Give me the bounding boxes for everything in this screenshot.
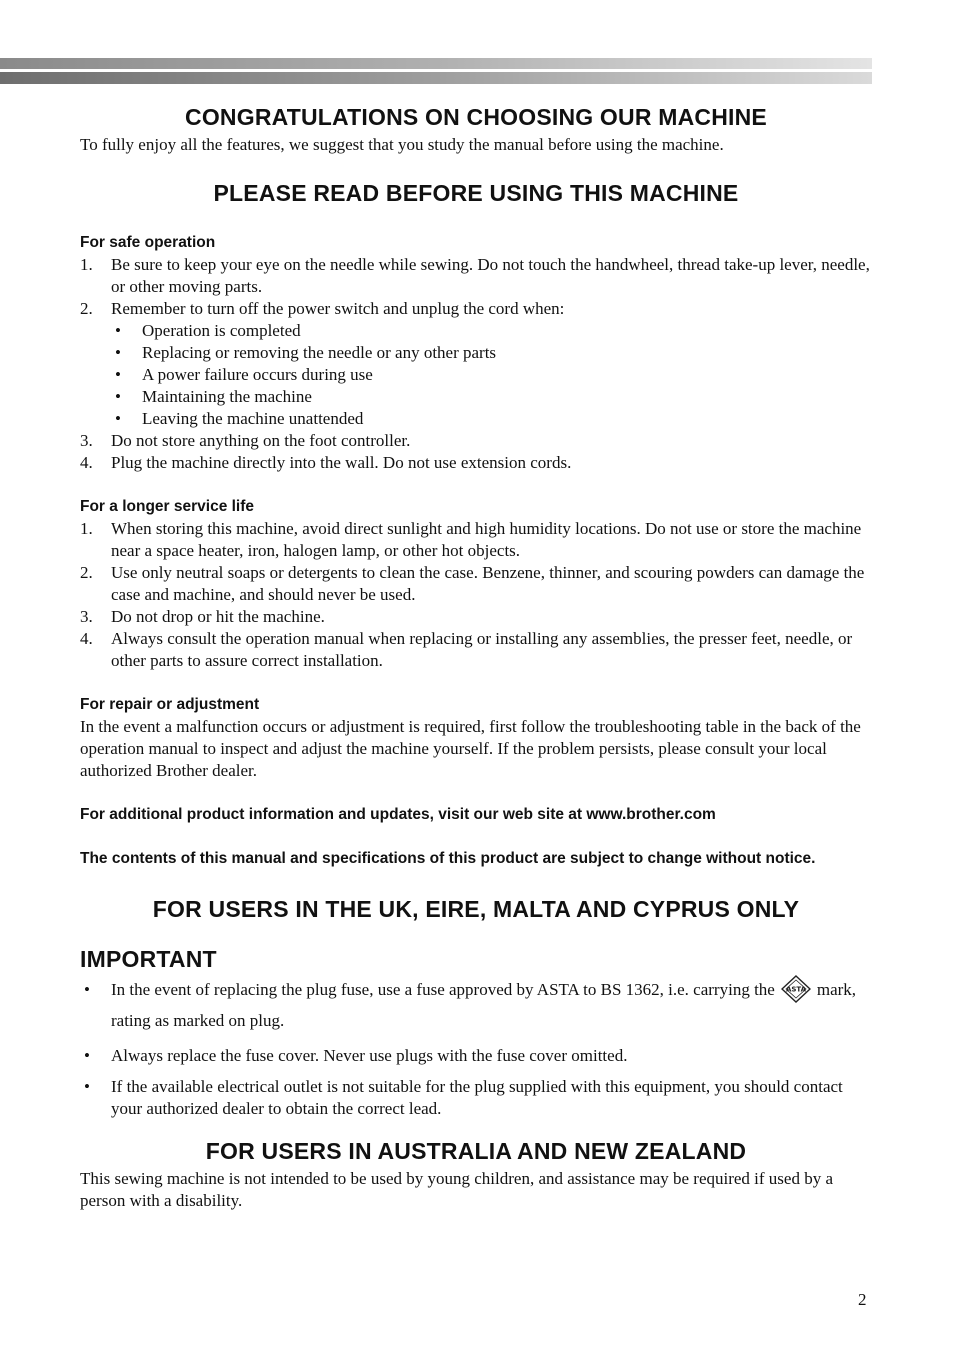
header-band-stripe-top — [0, 58, 872, 69]
website-notice: For additional product information and updates, visit our web site at www.brother.com — [80, 806, 716, 823]
congrats-title: CONGRATULATIONS ON CHOOSING OUR MACHINE — [185, 104, 767, 130]
header-band-stripe-bottom — [0, 72, 872, 84]
list-item: 1. Be sure to keep your eye on the needle while sewing. Do not touch the handwheel, thread take-up lever, needle, or other moving parts. — [80, 255, 870, 296]
list-item: • Maintaining the machine — [115, 387, 312, 406]
australia-title: FOR USERS IN AUSTRALIA AND NEW ZEALAND — [205, 1138, 747, 1165]
asta-mark-icon — [781, 975, 811, 1003]
repair-body: In the event a malfunction occurs or adjustment is required, first follow the troubleshooting table in the back of the operation manual to inspect and adjust the machine yourself. If the problem persists, please consult your local authorized Brother dealer. — [80, 717, 861, 780]
change-notice: The contents of this manual and specifications of this product are subject to change without notice. — [80, 850, 816, 867]
list-item: 2. Use only neutral soaps or detergents to clean the case. Benzene, thinner, and scouring powders can damage the case and machine, and should never be used. — [80, 563, 865, 604]
list-item: • Replacing or removing the needle or any other parts — [115, 343, 497, 362]
please-read-title: PLEASE READ BEFORE USING THIS MACHINE — [213, 180, 739, 206]
page-number: 2 — [858, 1290, 867, 1309]
longer-life-heading: For a longer service life — [80, 498, 255, 515]
important-heading: IMPORTANT — [80, 946, 217, 972]
header-gradient-band — [0, 58, 872, 85]
page-content — [80, 100, 872, 1212]
list-item: • If the available electrical outlet is not suitable for the plug supplied with this equipment, you should contact your authorized dealer to obtain the correct lead. — [84, 1077, 843, 1119]
longer-life-list — [80, 518, 872, 672]
safe-operation-heading: For safe operation — [80, 234, 216, 251]
list-item: 1. When storing this machine, avoid direct sunlight and high humidity locations. Do not use or store the machine near a space heater, iron, halogen lamp, or other hot objects. — [80, 519, 862, 560]
safe-operation-list — [80, 254, 872, 474]
list-item: • Leaving the machine unattended — [115, 409, 364, 428]
unplug-conditions-list — [111, 320, 872, 430]
list-item: • A power failure occurs during use — [115, 365, 373, 384]
list-item: • Operation is completed — [115, 321, 301, 340]
list-item: 3. Do not drop or hit the machine. — [80, 607, 325, 626]
list-item: 4. Plug the machine directly into the wall. Do not use extension cords. — [80, 453, 572, 472]
list-item: • In the event of replacing the plug fuse, use a fuse approved by ASTA to BS 1362, i.e. carrying the ASTA mark, rating as marked on plug. — [80, 974, 872, 1036]
australia-body: This sewing machine is not intended to be used by young children, and assistance may be required if used by a person with a disability. — [80, 1169, 834, 1211]
congrats-body: To fully enjoy all the features, we suggest that you study the manual before using the machine. — [80, 135, 724, 154]
list-item: 2. Remember to turn off the power switch and unplug the cord when: • Operation is completed • Replacing or removing the needle or any other parts • A power failure occurs during use • Maintaining the machine • Leaving the machine unattended — [80, 298, 872, 430]
repair-heading: For repair or adjustment — [80, 696, 260, 713]
list-item: 3. Do not store anything on the foot controller. — [80, 431, 411, 450]
uk-important-list — [80, 974, 872, 1120]
uk-title: FOR USERS IN THE UK, EIRE, MALTA AND CYPRUS ONLY — [152, 896, 800, 922]
asta-mark-text: ASTA — [785, 985, 806, 994]
list-item: 4. Always consult the operation manual when replacing or installing any assemblies, the presser feet, needle, or other parts to assure correct installation. — [80, 629, 853, 670]
list-item: • Always replace the fuse cover. Never use plugs with the fuse cover omitted. — [84, 1046, 628, 1066]
